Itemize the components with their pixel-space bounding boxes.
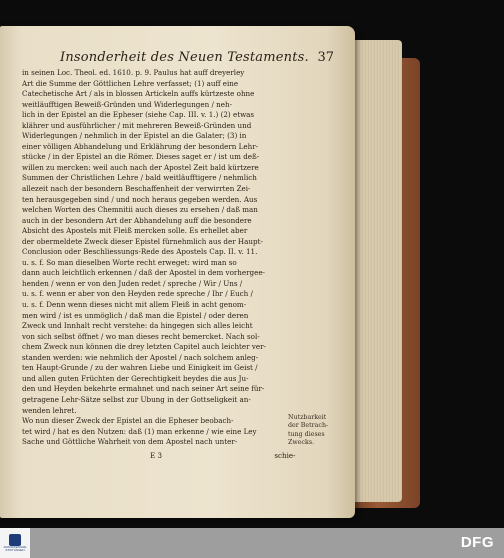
book-page [0, 26, 355, 518]
text-line: u. s. f. Denn wenn dieses nicht mit allem Fleiß in acht genom- [22, 300, 247, 310]
text-line: henden / wenn er von den Juden redet / spreche / Wir / Uns / [22, 278, 243, 288]
text-line: wenden lehret. [22, 405, 77, 415]
text-line: welchen Worten des Chemnitii auch dieses zu ersehen / daß man [22, 205, 258, 215]
text-line: willen zu mercken: weil auch nach der Apostel Zeit bald kürtzere [22, 162, 259, 172]
page-number: 37 [317, 50, 334, 65]
text-line: allezeit nach der besondern Beschaffenheit der verwirrten Zei- [22, 184, 251, 194]
text-line: Sache und Göttliche Wahrheit von dem Apostel nach unter- [22, 437, 238, 447]
text-line: men wird / ist es unmöglich / daß man die Epistel / oder deren [22, 310, 249, 320]
text-line: Zweck und Innhalt recht verstehe: da hingegen sich alles leicht [22, 321, 253, 331]
margin-note-line: Zwecks. [288, 439, 315, 447]
text-line: chem Zweck nun können die drey letzten Capitel auch leichter ver- [22, 342, 266, 352]
text-line: u. s. f. So man dieselben Worte recht erweget: wird man so [22, 257, 237, 267]
margin-note-line: tung dieses [288, 430, 325, 438]
text-line: Catechetische Art / als in blossen Artickeln auffs kürtzeste ohne [22, 89, 255, 99]
text-line: Art die Summe der Göttlichen Lehre verfasset; (1) auff eine [22, 78, 239, 88]
text-line: der obermeldete Zweck dieser Epistel fürnehmlich aus der Haupt- [22, 236, 263, 246]
text-line: ten Haupt-Grunde / zu der wahren Liebe und Einigkeit im Geist / [22, 363, 258, 373]
page-header [40, 50, 340, 68]
viewer-footer-bar [0, 528, 504, 558]
text-line: u. s. f. wenn er aber von den Heyden rede spreche / Ihr / Euch / [22, 289, 253, 299]
logo-text-1: FRANCKESCHE [3, 544, 27, 549]
logo-mark [9, 534, 21, 546]
institution-logo[interactable] [0, 528, 30, 558]
margin-note [288, 414, 346, 448]
running-head: Insonderheit des Neuen Testaments. [60, 50, 309, 65]
text-line: auch in der besondern Art der Abhandelung auff die besondere [22, 215, 252, 225]
logo-text-2: STIFTUNGEN [5, 548, 25, 552]
text-line: dann auch leichtlich erkennen / daß der Apostel in dem vorhergee- [22, 268, 265, 278]
text-line: tet wird / hat es den Nutzen: daß (1) man erkenne / wie eine Ley [22, 426, 257, 436]
text-line: klährer und ausführlicher / mit mehreren Beweiß-Gründen und [22, 120, 252, 130]
signature-line [150, 451, 296, 460]
text-line: standen werden: wie nehmlich der Apostel / nach solchem anleg- [22, 352, 259, 362]
text-line: Conclusion oder Beschliessungs-Rede des Apostels Cap. II. v. 11. [22, 247, 258, 257]
body-text [22, 68, 287, 448]
margin-note-line: Nutzbarkeit [288, 414, 327, 421]
text-line: weitläufftigen Beweiß-Gründen und Widerlegungen / neh- [22, 99, 232, 109]
text-line: den und Heyden bekehrte ermahnet und nach seiner Art seine für- [22, 384, 265, 394]
text-line: in seinen Loc. Theol. ed. 1610. p. 9. Paulus hat auff dreyerley [22, 68, 245, 77]
text-line: einer völligen Abhandelung und Erklährung der besondern Lehr- [22, 141, 259, 151]
text-line: Absicht des Apostels mit Fleiß mercken solle. Es erhellet aber [22, 226, 248, 236]
text-line: getragene Lehr-Sätze selbst zur Ubung in der Gottseligkeit an- [22, 394, 251, 404]
text-line: Wo nun dieser Zweck der Epistel an die Epheser beobach- [22, 416, 234, 426]
signature-mark: E 3 [150, 451, 163, 460]
text-line: ten herausgegeben sind / und noch heraus gegeben werden. Aus [22, 194, 258, 204]
text-line: Summen der Christlichen Lehre / bald weitläufftigere / nehmlich [22, 173, 257, 183]
dfg-logo[interactable]: DFG [460, 534, 494, 551]
margin-note-line: der Betrach- [288, 422, 329, 430]
text-line: von sich selbst öffnet / wo man dieses recht bemercket. Nach sol- [22, 331, 260, 341]
catchword: schie- [274, 451, 296, 460]
text-line: lich in der Epistel an die Epheser (siehe Cap. III. v. 1.) (2) etwas [22, 110, 255, 120]
text-line: stücke / in der Epistel an die Römer. Dieses saget er / ist um deß- [22, 152, 260, 162]
text-line: und allen guten Früchten der Gerechtigkeit beydes die aus Ju- [22, 373, 249, 383]
text-line: Widerlegungen / nehmlich in der Epistel an die Galater; (3) in [22, 131, 247, 141]
